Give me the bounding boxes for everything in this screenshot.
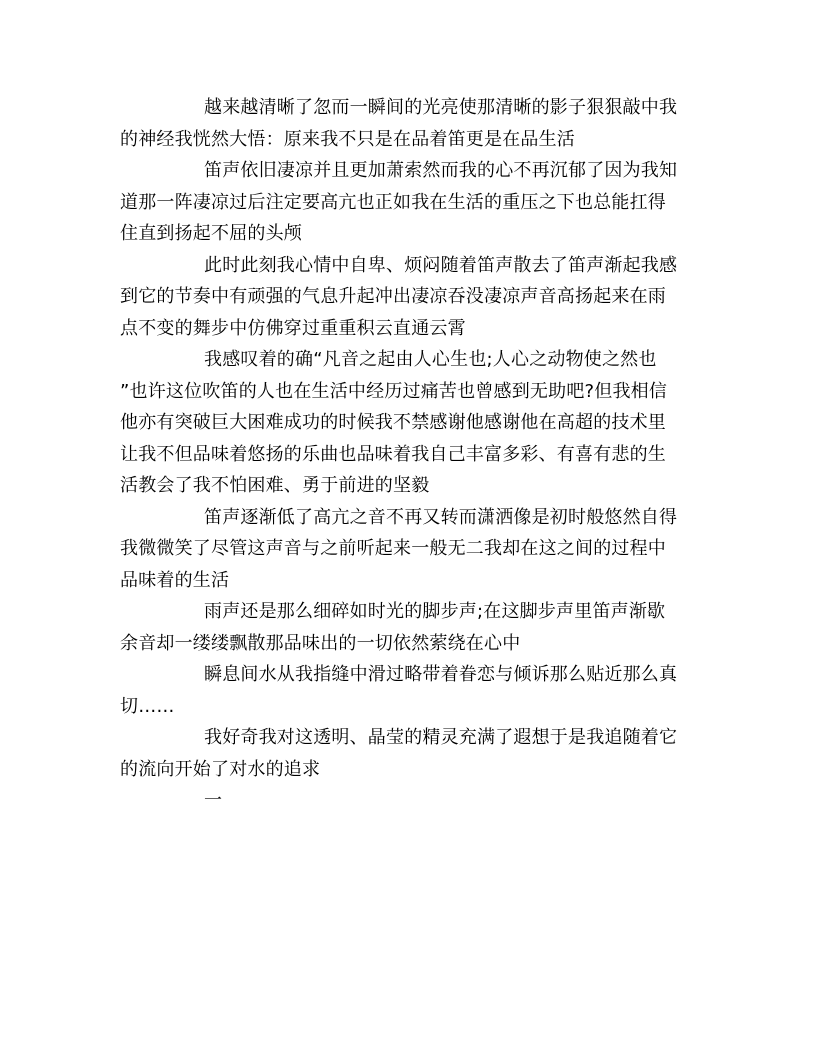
text-line: 切…… — [120, 695, 175, 717]
text-line: 一 — [204, 790, 223, 811]
paragraph — [120, 92, 696, 155]
paragraph — [120, 659, 696, 722]
text-line: 我微微笑了尽管这声音与之前听起来一般无二我却在这之间的过程中 — [120, 538, 666, 559]
text-line: 他亦有突破巨大困难成功的时候我不禁感谢他感谢他在高超的技术里 — [120, 412, 666, 433]
text-line: ”也许这位吹笛的人也在生活中经历过痛苦也曾感到无助吧?但我相信 — [120, 380, 668, 402]
document-body — [120, 92, 696, 817]
text-line: 笛声逐渐低了高亢之音不再又转而潇洒像是初时般悠然自得 — [204, 506, 678, 528]
text-line: 我感叹着的确“凡音之起由人心生也;人心之动物使之然也 — [204, 349, 657, 370]
text-line: 让我不但品味着悠扬的乐曲也品味着我自己丰富多彩、有喜有悲的生 — [120, 443, 666, 465]
text-line: 到它的节奏中有顽强的气息升起冲出凄凉吞没凄凉声音高扬起来在雨 — [120, 286, 666, 307]
text-line: 道那一阵凄凉过后注定要高亢也正如我在生活的重压之下也总能扛得 — [120, 191, 666, 213]
paragraph — [120, 596, 696, 659]
paragraph — [120, 722, 696, 785]
text-line: 雨声还是那么细碎如时光的脚步声;在这脚步声里笛声渐歇 — [204, 601, 666, 622]
paragraph — [120, 155, 696, 250]
text-line: 此时此刻我心情中自卑、烦闷随着笛声散去了笛声渐起我感 — [204, 254, 678, 276]
paragraph — [120, 785, 696, 817]
text-line: 住直到扬起不屈的头颅 — [120, 223, 302, 244]
text-line: 瞬息间水从我指缝中滑过略带着眷恋与倾诉那么贴近那么真 — [204, 664, 678, 685]
text-line: 余音却一缕缕飘散那品味出的一切依然萦绕在心中 — [120, 632, 521, 654]
text-line: 的流向开始了对水的追求 — [120, 758, 321, 780]
text-line: 越来越清晰了忽而一瞬间的光亮使那清晰的影子狠狠敲中我 — [204, 97, 678, 118]
text-line: 点不变的舞步中仿佛穿过重重积云直通云霄 — [120, 317, 466, 339]
paragraph — [120, 344, 696, 502]
text-line: 我好奇我对这透明、晶莹的精灵充满了遐想于是我追随着它 — [204, 727, 678, 748]
text-line: 活教会了我不怕困难、勇于前进的坚毅 — [120, 475, 430, 496]
text-line: 品味着的生活 — [120, 569, 230, 591]
text-line: 的神经我恍然大悟：原来我不只是在品着笛更是在品生活 — [120, 128, 575, 150]
text-line: 笛声依旧凄凉并且更加萧索然而我的心不再沉郁了因为我知 — [204, 160, 678, 181]
paragraph — [120, 250, 696, 345]
paragraph — [120, 502, 696, 597]
